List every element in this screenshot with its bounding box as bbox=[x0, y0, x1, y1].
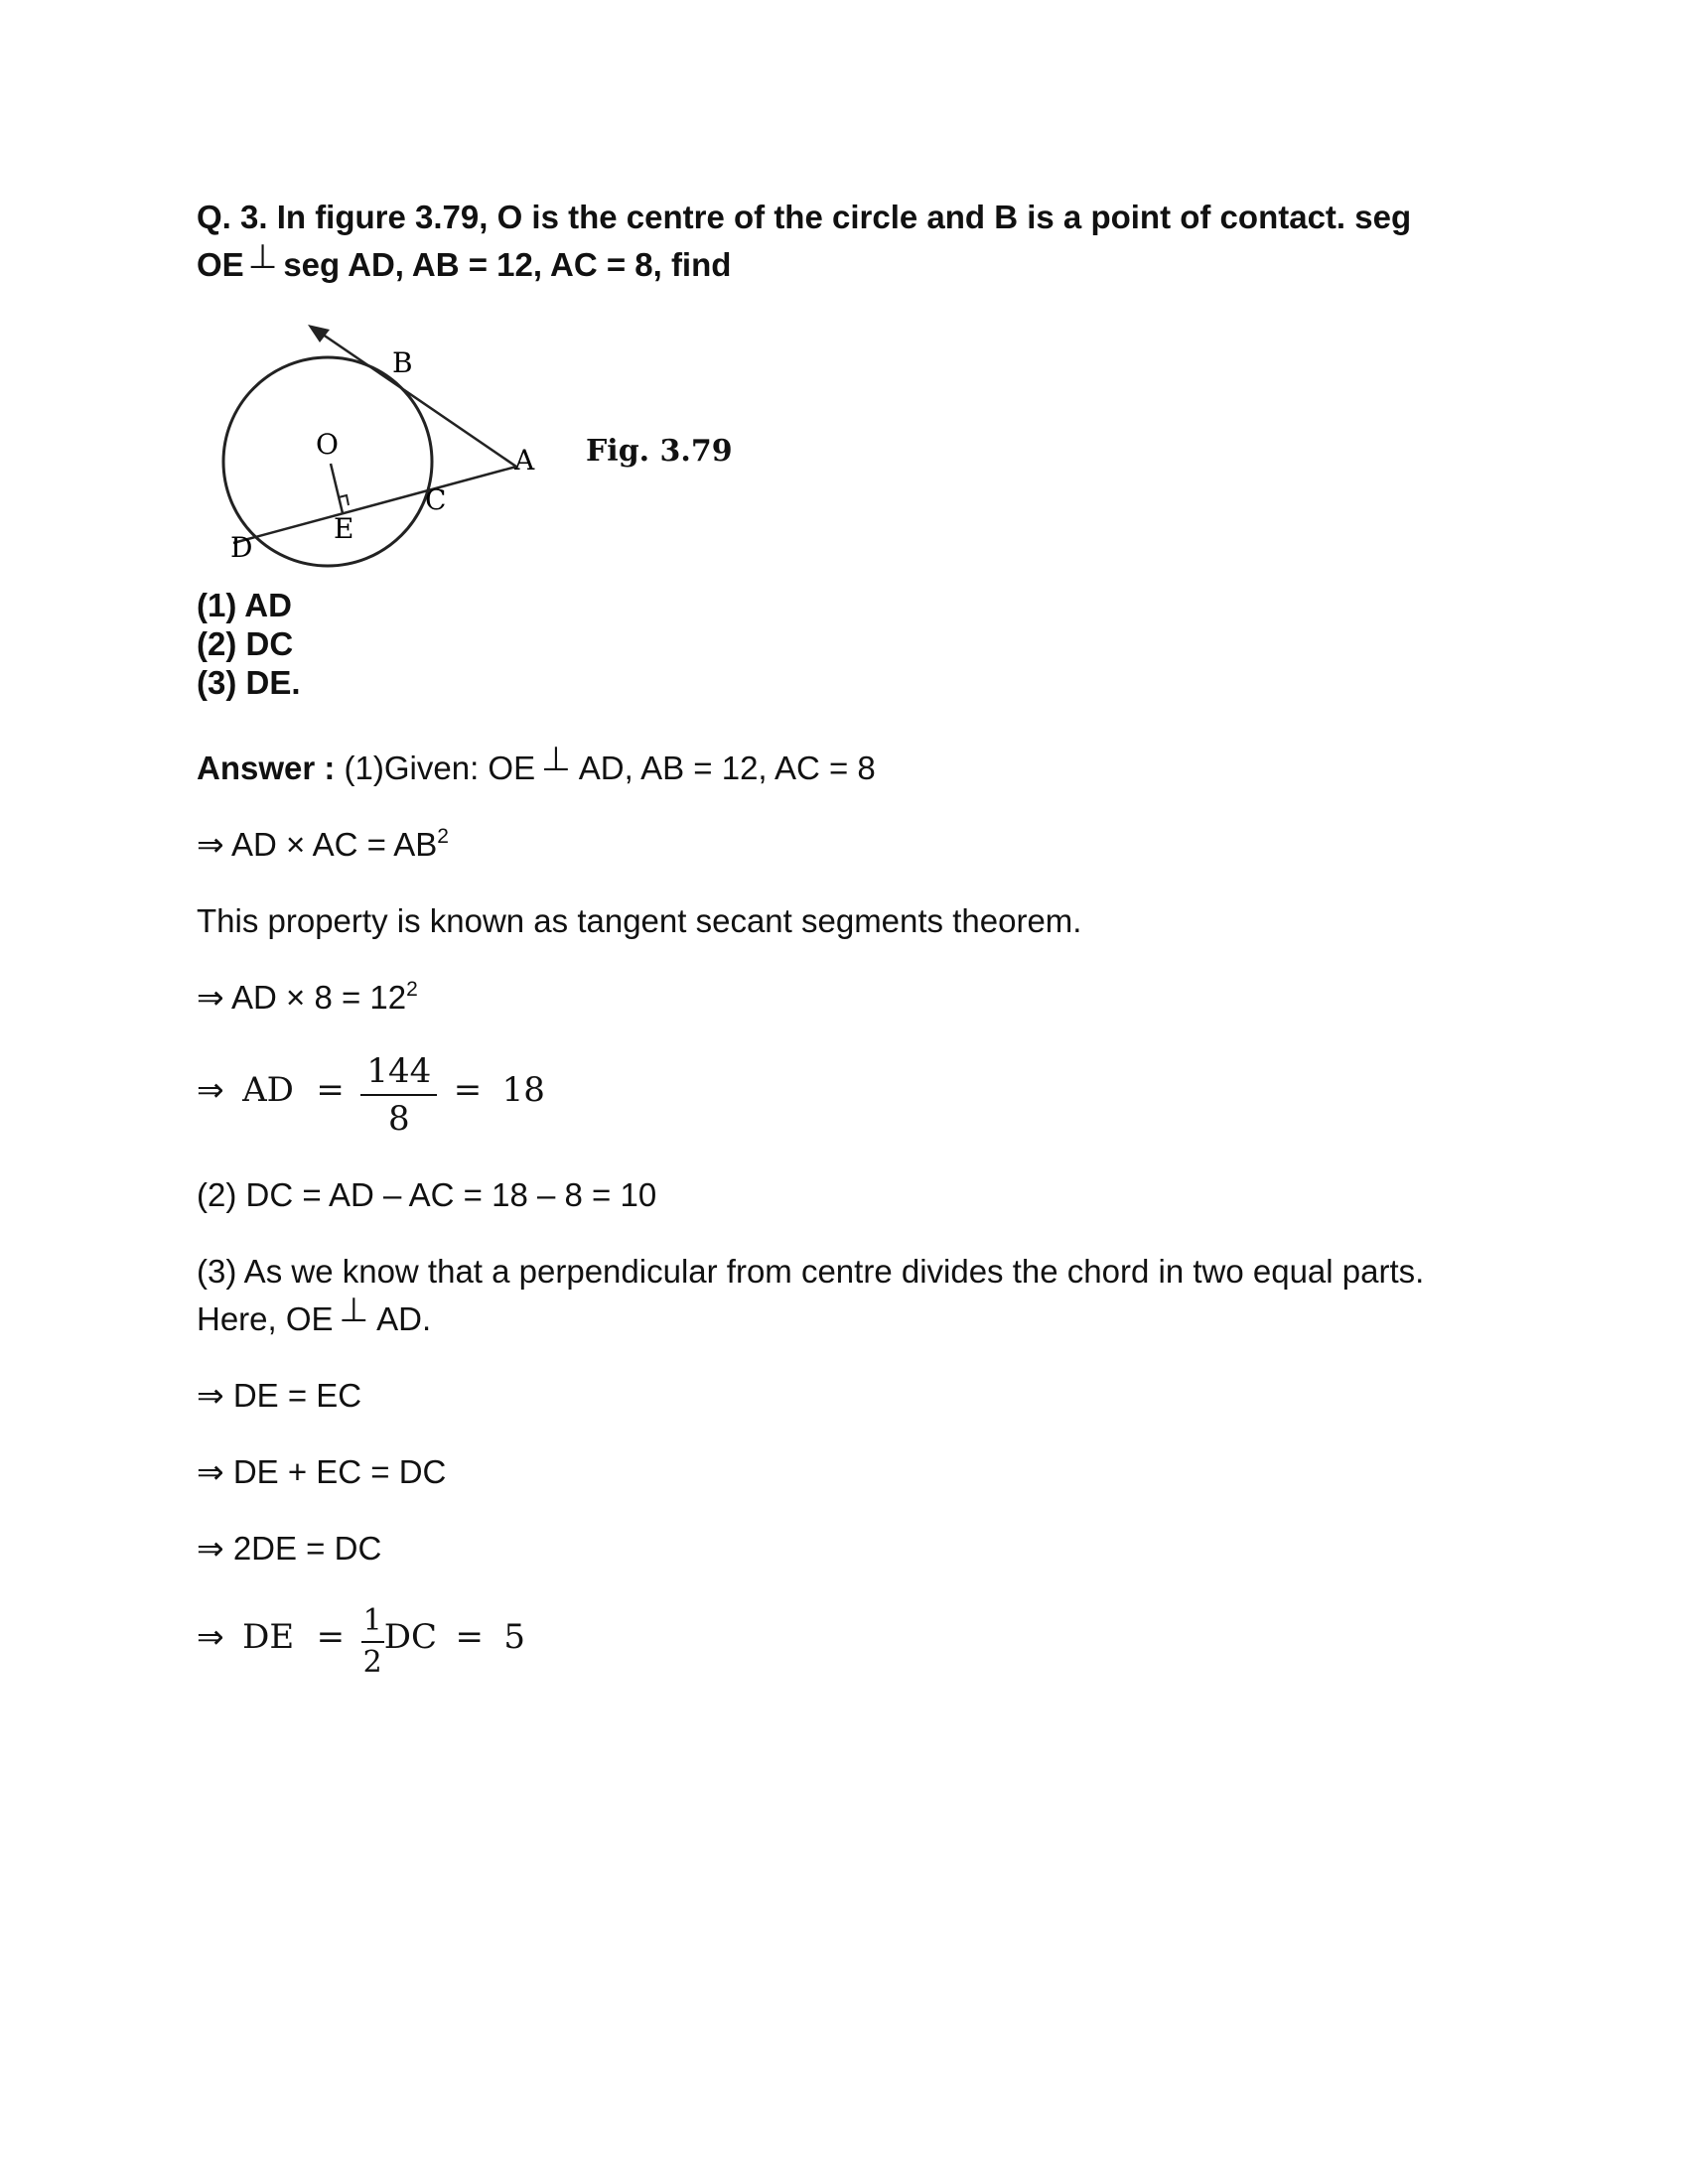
equals: = bbox=[453, 1070, 483, 1111]
equals: = bbox=[455, 1617, 484, 1658]
question-line-1: Q. 3. In figure 3.79, O is the centre of the circle and B is a point of contact. seg bbox=[197, 199, 1412, 235]
part-3-statement: (3) As we know that a perpendicular from centre divides the chord in two equal parts. bbox=[197, 1253, 1425, 1290]
here-oe: Here, OE bbox=[197, 1300, 334, 1337]
perpendicular-symbol: ⊥ bbox=[339, 1292, 369, 1329]
arrow: ⇒ bbox=[197, 1618, 224, 1656]
step-5: ⇒ DE + EC = DC bbox=[197, 1453, 447, 1490]
tangent-line-ab bbox=[313, 328, 516, 467]
result: 18 bbox=[501, 1070, 545, 1111]
lhs: AD bbox=[242, 1070, 294, 1111]
step-1 bbox=[197, 821, 449, 874]
numerator: 144 bbox=[360, 1048, 437, 1096]
part-2-solution: (2) DC = AD – AC = 18 – 8 = 10 bbox=[197, 1176, 657, 1213]
given-b: AD, AB = 12, AC = 8 bbox=[578, 750, 876, 786]
label-d: D bbox=[230, 531, 253, 564]
label-c: C bbox=[425, 483, 447, 516]
question-rest: seg AD, AB = 12, AC = 8, find bbox=[283, 246, 732, 283]
perpendicular-symbol: ⊥ bbox=[247, 238, 278, 276]
step-2-superscript: 2 bbox=[406, 978, 418, 1001]
perpendicular-symbol: ⊥ bbox=[541, 741, 571, 778]
label-e: E bbox=[334, 512, 354, 545]
part-1: (1) AD bbox=[197, 587, 292, 623]
step-2 bbox=[197, 974, 418, 1026]
here-ad: AD. bbox=[376, 1300, 432, 1337]
step-3-equation bbox=[197, 1050, 545, 1144]
step-2-text: ⇒ AD × 8 = 12 bbox=[197, 979, 407, 1016]
label-a: A bbox=[514, 444, 535, 477]
segment-oe bbox=[331, 464, 343, 513]
denominator: 2 bbox=[362, 1645, 382, 1680]
label-b: B bbox=[392, 346, 413, 379]
numerator: 1 bbox=[361, 1601, 384, 1643]
answer-given bbox=[197, 741, 876, 792]
denominator: 8 bbox=[387, 1099, 410, 1139]
part-3: (3) DE. bbox=[197, 664, 301, 701]
secant-line-ad bbox=[233, 467, 516, 543]
answer-heading: Answer : bbox=[197, 750, 336, 786]
step-1-superscript: 2 bbox=[437, 825, 449, 848]
fraction bbox=[361, 1601, 384, 1683]
lhs: DE bbox=[242, 1617, 295, 1658]
fraction bbox=[360, 1048, 437, 1142]
step-1-text: ⇒ AD × AC = AB bbox=[197, 826, 438, 863]
tangent-arrowhead bbox=[308, 325, 330, 342]
step-4: ⇒ DE = EC bbox=[197, 1377, 362, 1414]
equals: = bbox=[316, 1617, 346, 1658]
arrow: ⇒ bbox=[197, 1071, 224, 1109]
part-2: (2) DC bbox=[197, 625, 294, 662]
question-line-2 bbox=[197, 238, 732, 289]
step-7-equation bbox=[197, 1603, 525, 1685]
result: 5 bbox=[503, 1617, 526, 1658]
equals: = bbox=[316, 1070, 345, 1111]
part-3-here bbox=[197, 1292, 432, 1343]
given-a: (1)Given: OE bbox=[344, 750, 536, 786]
label-o: O bbox=[316, 428, 339, 461]
theorem-note: This property is known as tangent secant segments theorem. bbox=[197, 902, 1082, 939]
figure-caption: Fig. 3.79 bbox=[586, 434, 733, 469]
step-6: ⇒ 2DE = DC bbox=[197, 1530, 382, 1567]
question-oe: OE bbox=[197, 246, 244, 283]
variable: DC bbox=[383, 1617, 437, 1658]
